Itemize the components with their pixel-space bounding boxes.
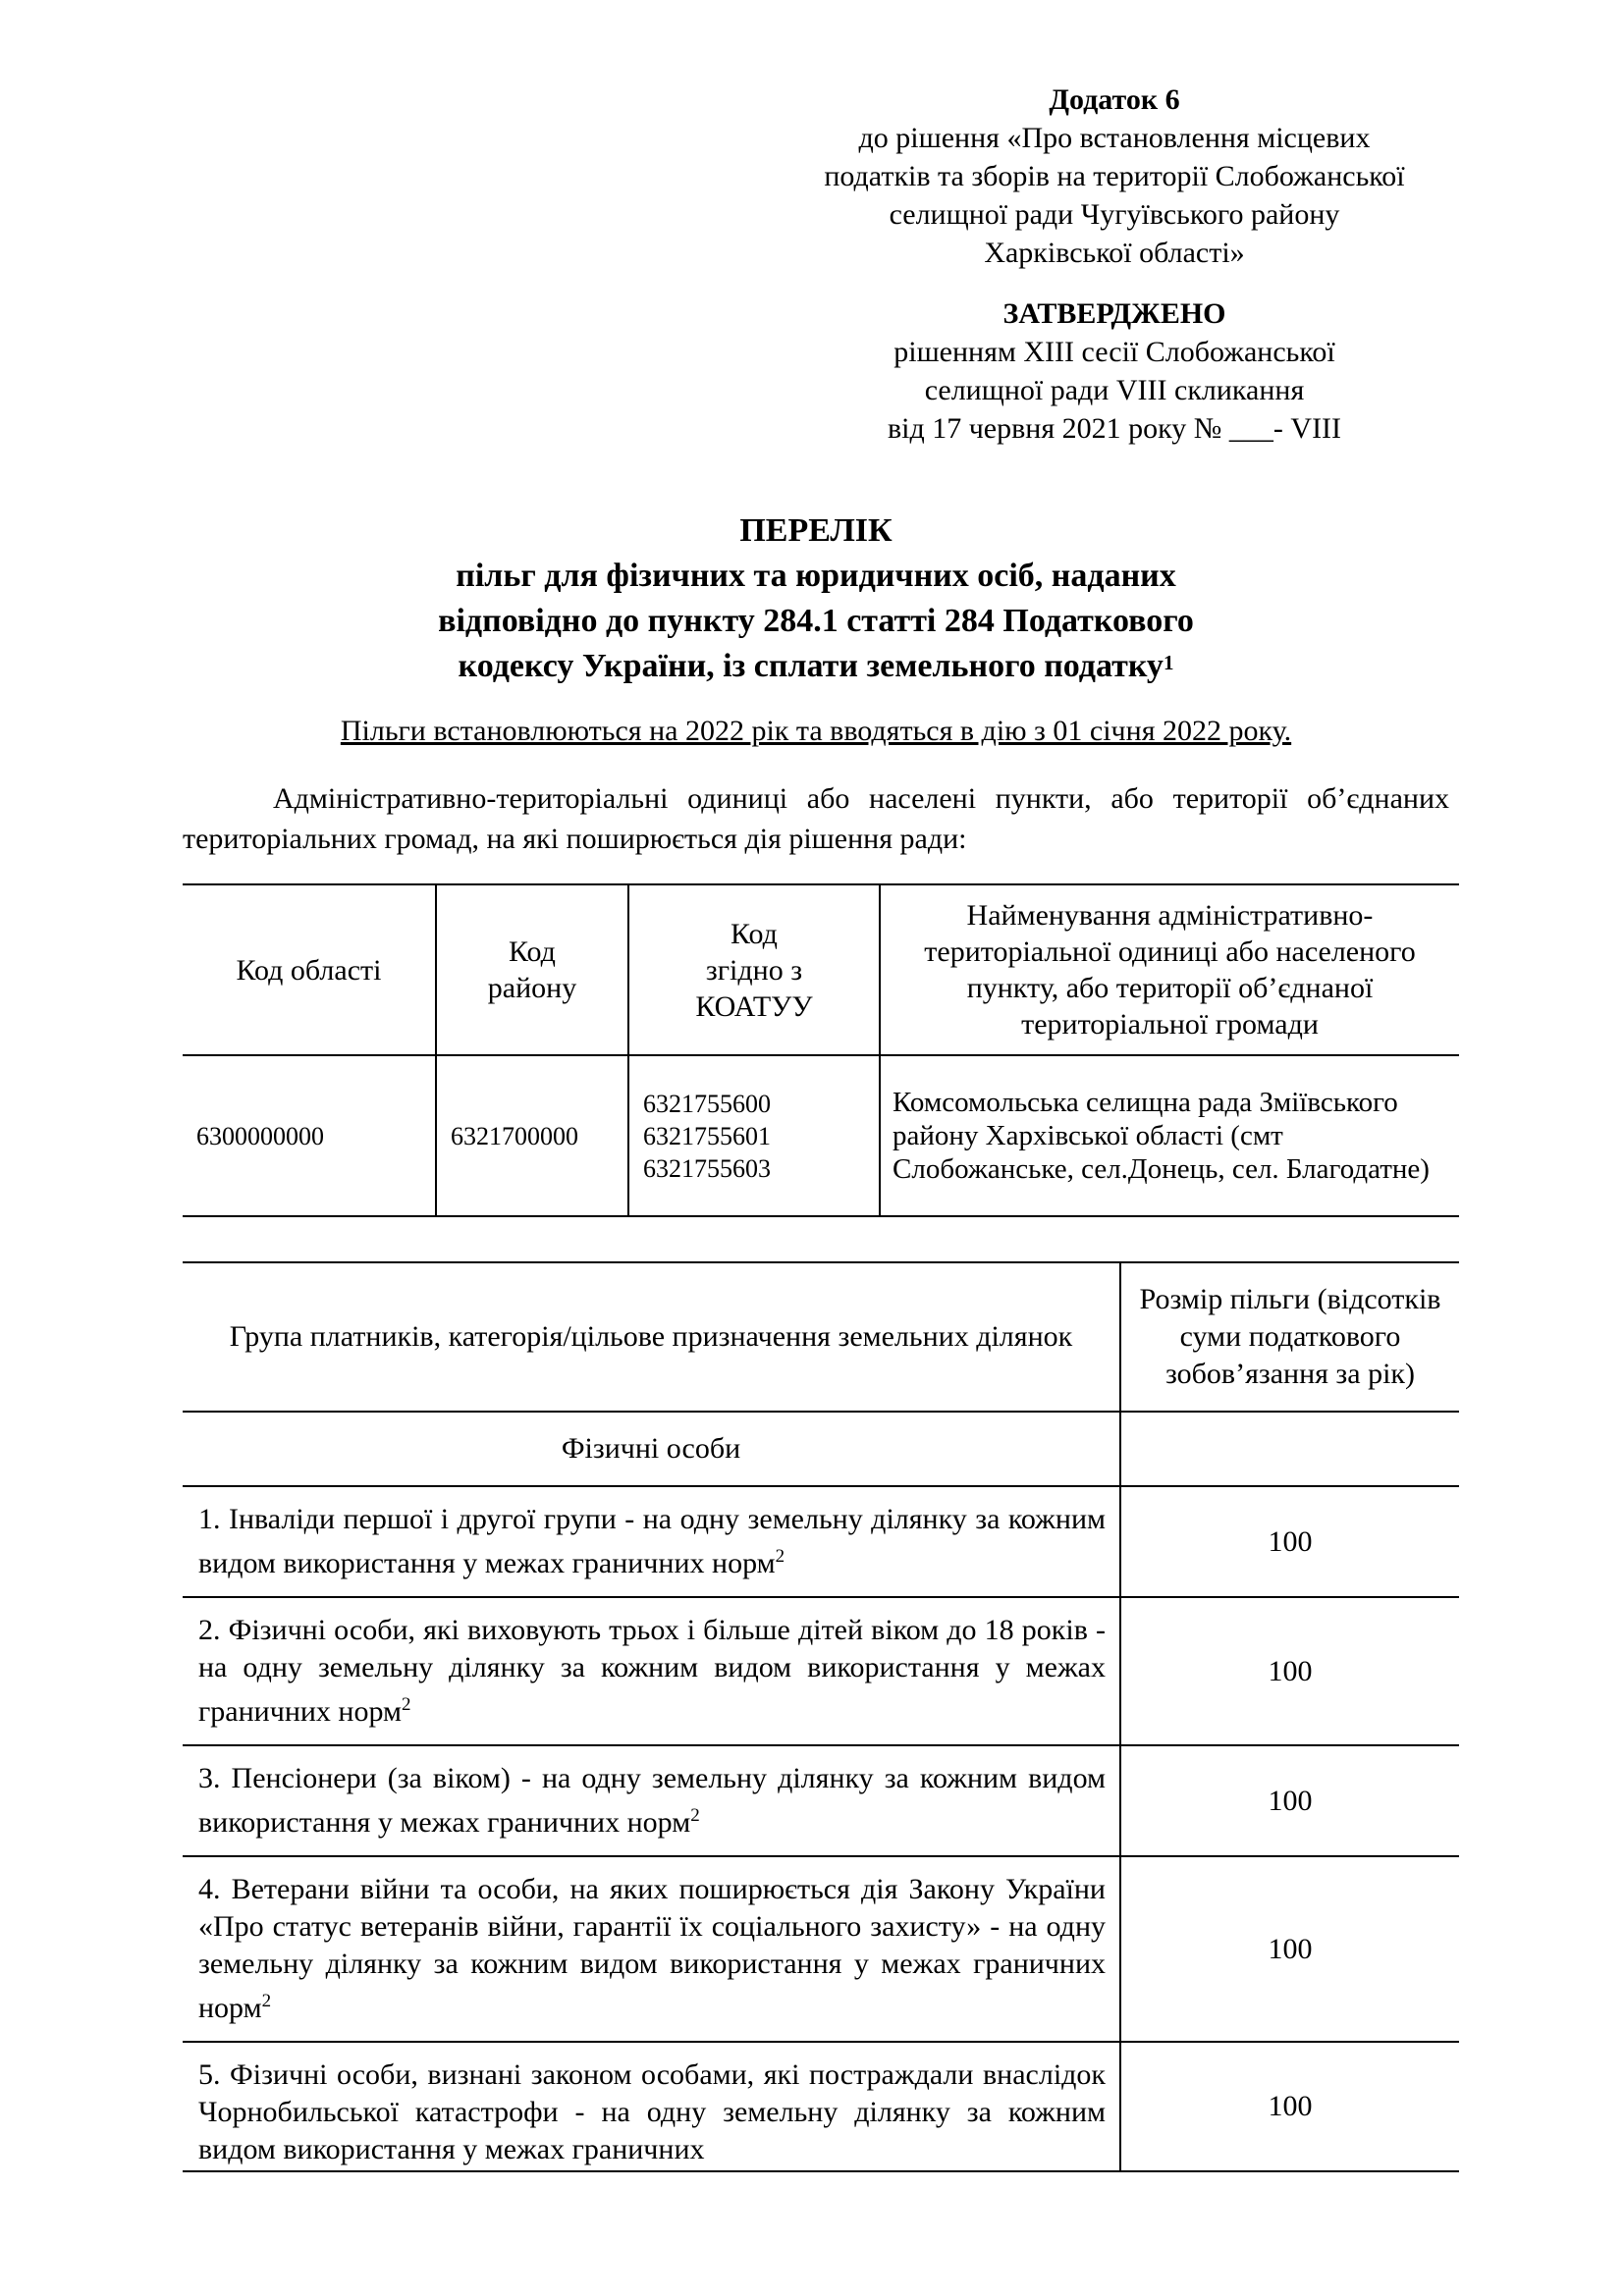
table-row	[183, 1745, 1459, 1856]
title-line	[183, 644, 1449, 689]
territory-table	[183, 883, 1459, 1217]
benefits-table	[183, 1261, 1459, 2172]
footnote-marker: 2	[402, 1694, 411, 1715]
benefits-header-row	[183, 1262, 1459, 1412]
table-row	[183, 1856, 1459, 2042]
footnote-marker: 2	[261, 1991, 272, 2011]
benefit-value: 100	[1120, 2042, 1459, 2171]
annex-title: Додаток 6	[1049, 83, 1180, 116]
footnote-marker: 1	[1163, 651, 1174, 674]
koatuu-code: 6321755601	[643, 1121, 771, 1150]
header-territory-name: Найменування адміністративно-територіальної одиниці або населеного пункту, або території об’єднаної територіальної громади	[880, 884, 1459, 1055]
benefit-description: 3. Пенсіонери (за віком) - на одну земельну ділянку за кожним видом використання у межах граничних норм$^2$	[183, 1745, 1120, 1856]
benefit-description: 5. Фізичні особи, визнані законом особами, які постраждали внаслідок Чорнобильської катастрофи - на одну земельну ділянку за кожним видом використання у межах граничних	[183, 2042, 1120, 2171]
annex-block	[781, 80, 1448, 272]
header-benefit-size: Розмір пільги (відсотків суми податкового зобов’язання за рік)	[1120, 1262, 1459, 1412]
region-code-cell: 6300000000	[183, 1055, 436, 1216]
approval-block	[830, 294, 1399, 448]
section-row	[183, 1412, 1459, 1486]
benefit-value: 100	[1120, 1597, 1459, 1745]
annex-line: податків та зборів на території Слобожанської	[824, 160, 1405, 192]
koatuu-code-cell	[628, 1055, 880, 1216]
approval-title: ЗАТВЕРДЖЕНО	[1002, 297, 1226, 330]
table-row	[183, 1486, 1459, 1597]
district-code-cell: 6321700000	[436, 1055, 628, 1216]
footnote-marker: 2	[775, 1546, 785, 1567]
approval-line: від 17 червня 2021 року № ___- VIII	[887, 412, 1342, 445]
benefit-description: 1. Інваліди першої і другої групи - на одну земельну ділянку за кожним видом використання у межах граничних норм$^2$	[183, 1486, 1120, 1597]
header-district-code: Код району	[436, 884, 628, 1055]
table-row	[183, 2042, 1459, 2171]
header-koatuu-code: Код згідно з КОАТУУ	[628, 884, 880, 1055]
benefit-description: 2. Фізичні особи, які виховують трьох і більше дітей віком до 18 років - на одну земельну ділянку за кожним видом використання у межах граничних норм$^2$	[183, 1597, 1120, 1745]
koatuu-code: 6321755600	[643, 1089, 771, 1118]
benefit-value: 100	[1120, 1486, 1459, 1597]
header-region-code: Код області	[183, 884, 436, 1055]
title-line-text: кодексу України, із сплати земельного податку	[458, 648, 1164, 684]
title-line: пільг для фізичних та юридичних осіб, наданих	[456, 558, 1176, 594]
benefit-description: 4. Ветерани війни та особи, на яких поширюється дія Закону України «Про статус ветеранів війни, гарантії їх соціального захисту» - на одну земельну ділянку за кожним видом використання у межах граничних норм$^2$	[183, 1856, 1120, 2042]
territory-name-cell: Комсомольська селищна рада Зміївського району Хархівської області (смт Слобожанське, сел.Донець, сел. Благодатне)	[880, 1055, 1459, 1216]
section-label: Фізичні особи	[183, 1412, 1120, 1486]
section-empty-cell	[1120, 1412, 1459, 1486]
footnote-marker: 2	[690, 1805, 700, 1826]
header-payer-group: Група платників, категорія/цільове призначення земельних ділянок	[183, 1262, 1120, 1412]
table-row	[183, 1055, 1459, 1216]
approval-line: рішенням XIII сесії Слобожанської	[893, 336, 1335, 368]
intro-paragraph: Адміністративно-територіальні одиниці або населені пункти, або території об’єднаних територіальних громад, на які поширюється дія рішення ради:	[183, 782, 1449, 855]
annex-line: селищної ради Чугуївського району	[889, 198, 1340, 231]
approval-line: селищної ради VIII скликання	[924, 374, 1305, 406]
koatuu-code: 6321755603	[643, 1153, 771, 1183]
annex-line: до рішення «Про встановлення місцевих	[858, 122, 1371, 154]
title-line: відповідно до пункту 284.1 статті 284 Податкового	[438, 603, 1194, 639]
benefit-value: 100	[1120, 1745, 1459, 1856]
benefit-value: 100	[1120, 1856, 1459, 2042]
territory-header-row	[183, 884, 1459, 1055]
table-row	[183, 1597, 1459, 1745]
effective-date-note: Пільги встановлюються на 2022 рік та вводяться в дію з 01 січня 2022 року.	[340, 715, 1292, 747]
document-title	[183, 508, 1449, 689]
title-line: ПЕРЕЛІК	[739, 512, 893, 549]
annex-line: Харківської області»	[984, 237, 1245, 269]
